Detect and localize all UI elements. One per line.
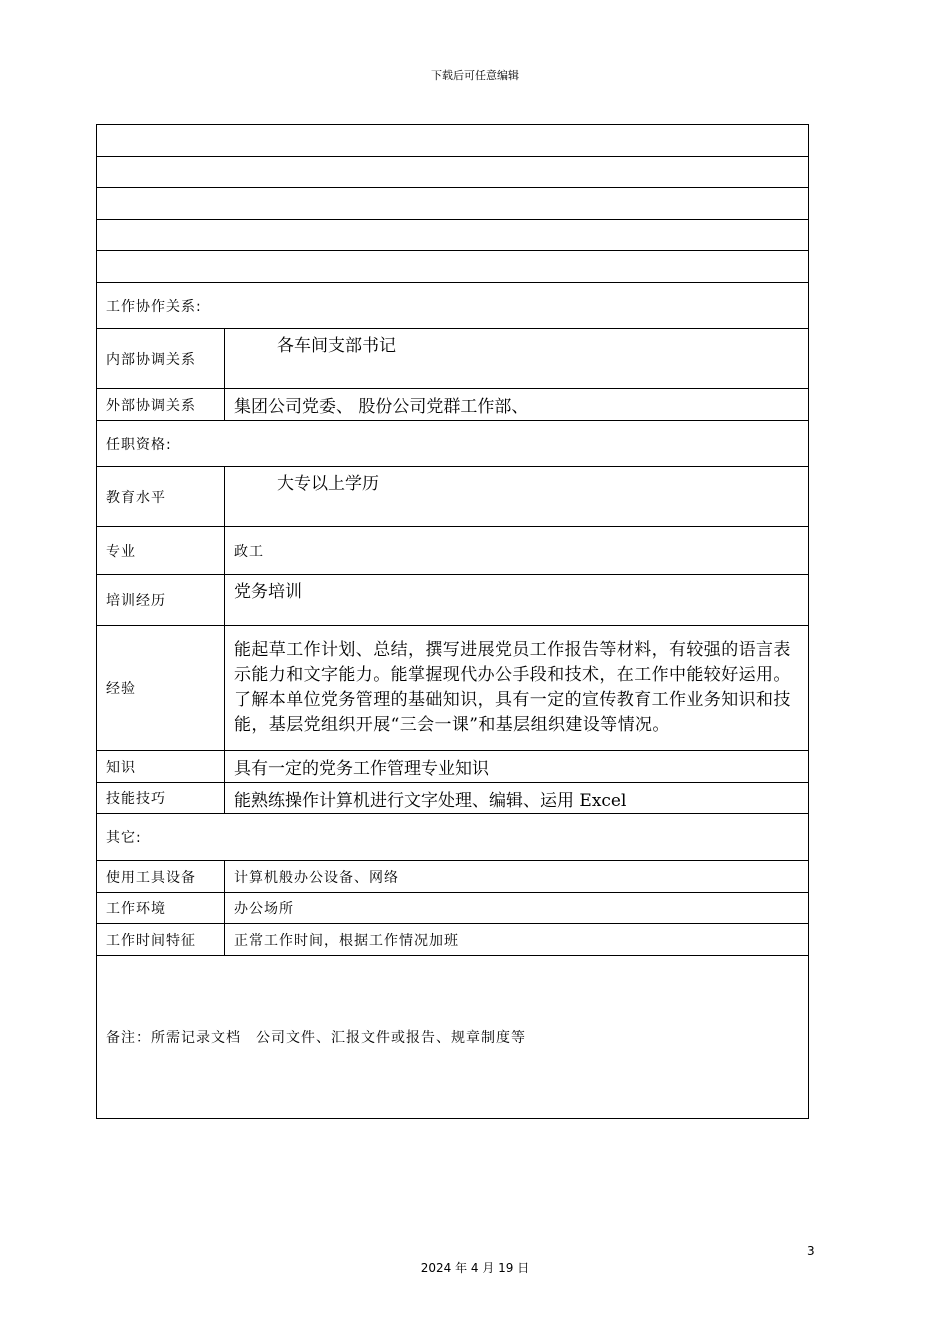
section-cooperation: [97, 283, 809, 329]
row-value: 集团公司党委、 股份公司党群工作部、: [225, 389, 809, 421]
row-worktime: [97, 924, 809, 956]
job-description-table: [96, 124, 809, 1119]
row-value: 能起草工作计划、总结，撰写进展党员工作报告等材料，有较强的语言表示能力和文字能力。能掌握现代办公手段和技术，在工作中能较好运用。了解本单位党务管理的基础知识，具有一定的宣传教育工作业务知识和技能，基层党组织开展“三会一课”和基层组织建设等情况。: [225, 626, 809, 751]
section-other: [97, 814, 809, 861]
section-title: 其它:: [97, 814, 809, 861]
row-value: 政工: [225, 527, 809, 575]
row-external: [97, 389, 809, 421]
row-major: [97, 527, 809, 575]
row-environment: [97, 893, 809, 924]
footer-date: 2024 年 4 月 19 日: [420, 1261, 530, 1275]
row-label: 知识: [97, 751, 225, 783]
row-label: 技能技巧: [97, 783, 225, 814]
row-training: [97, 575, 809, 626]
empty-row: [97, 251, 809, 283]
row-label: 内部协调关系: [97, 329, 225, 389]
row-label: 外部协调关系: [97, 389, 225, 421]
row-value: 大专以上学历: [225, 467, 809, 527]
row-label: 工作环境: [97, 893, 225, 924]
row-value: 各车间支部书记: [225, 329, 809, 389]
empty-row: [97, 157, 809, 188]
row-internal: [97, 329, 809, 389]
page-header: 下载后可任意编辑: [431, 69, 519, 82]
row-value: 能熟练操作计算机进行文字处理、编辑、运用 Excel: [225, 783, 809, 814]
empty-row: [97, 220, 809, 251]
row-value: 计算机般办公设备、网络: [225, 861, 809, 893]
section-title: 任职资格:: [97, 421, 809, 467]
row-skills: [97, 783, 809, 814]
row-label: 专业: [97, 527, 225, 575]
section-qualification: [97, 421, 809, 467]
row-label: 经验: [97, 626, 225, 751]
row-education: [97, 467, 809, 527]
row-value: 办公场所: [225, 893, 809, 924]
row-label: 教育水平: [97, 467, 225, 527]
row-label: 工作时间特征: [97, 924, 225, 956]
row-knowledge: [97, 751, 809, 783]
empty-row: [97, 188, 809, 220]
page-number: 3: [807, 1244, 815, 1258]
row-label: 培训经历: [97, 575, 225, 626]
section-title: 工作协作关系:: [97, 283, 809, 329]
row-value: 党务培训: [225, 575, 809, 626]
row-experience: [97, 626, 809, 751]
empty-row: [97, 125, 809, 157]
row-value: 具有一定的党务工作管理专业知识: [225, 751, 809, 783]
row-tools: [97, 861, 809, 893]
remarks-text: 备注：所需记录文档 公司文件、汇报文件或报告、规章制度等: [97, 956, 809, 1119]
row-remarks: [97, 956, 809, 1119]
row-value: 正常工作时间，根据工作情况加班: [225, 924, 809, 956]
row-label: 使用工具设备: [97, 861, 225, 893]
